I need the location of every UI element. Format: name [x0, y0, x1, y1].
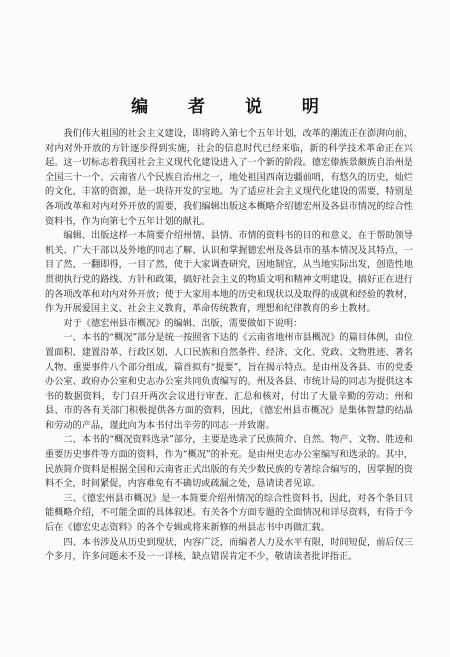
paragraph-7: 四、本书涉及从历史到现状，内容广泛，而编者人力及水平有限，时间短促，前后仅三个多月，许多问题未不及一一详核，缺点错误肯定不少，敬请读者批评指正。: [45, 536, 413, 563]
paragraph-1: 我们伟大祖国的社会主义建设，即将跨入第七个五年计划，改革的潮流正在澎湃向前，对内对外开放的方针逐步得到实施，社会的信息时代已经来临，新的科学技术革命正在兴起。这一切标志着我国社会主义现代化建设进入了一个新的阶段。德宏傣族景颇族自治州是全国三十一个、云南省八个民族自治州之一，地处祖国西南边疆前哨，有悠久的历史，灿烂的文化，丰富的资源，是一块待开发的宝地。为了适应社会主义现代化建设的需要，特别是各项改革和对内对外开放的需要，我们编辑出版这本概略介绍德宏州及各县市情况的综合性资料书，作为向第七个五年计划的献礼。: [45, 128, 413, 227]
paragraph-4: 一、本书的“概况”部分是统一按照省下达的《云南省地州市县概况》的篇目体例，由位置面积、建置沿革、行政区划、人口民族和自然条件、经济、文化、党政、文物胜迹、著名人物、重要事件八个部分组成，篇首拟有“提要”，旨在揭示特点。是由州及各县、市的党委办公室、政府办公室和史志办公室共同负责编写的。州及各县、市统计局的同志为提供这本书的数据资料，专门召开两次会议进行审查、汇总和核对，付出了大量辛勤的劳动；州和县、市的各有关部门积极提供各方面的资料，因此，《德宏州县市概况》是集体智慧的结晶和劳动的产品，谨此向为本书付出辛劳的同志一并致谢。: [45, 332, 413, 431]
document-body: [45, 127, 413, 565]
paragraph-5: 二、本书的“概况资料选录”部分，主要是选录了民族简介、自然、物产、文物、胜迹和重要历史事件等方面的资料，作为“概况”的补充。是由州史志办公室编写和选录的。其中，民族简介资料是根据全国和云南省正式出版的有关少数民族的专著综合编写的，因掌握的资料不全，时间紧促，内容难免有不确切或疏漏之处，恳请读者见谅。: [45, 434, 413, 490]
paragraph-3: 对于《德宏州县市概况》的编辑、出版，需要做如下说明：: [63, 317, 303, 329]
paragraph-2: 编辑、出版这样一本简要介绍州情、县情、市情的资料书的目的和意义，在于帮助领导机关、广大干部以及外地的同志了解、认识和掌握德宏州及各县市的基本情况及其特点，一目了然，一翻即得，一目了然，使于大家调查研究，因地制宜，从当地实际出发，创造性地贯彻执行党的路线、方针和政策，搞好社会主义的物质文明和精神文明建设，搞好正在进行的各项改革和对内对外开放；使于大家用本地的历史和现状以及取得的成就和经验的教材，作为开展爱国主义、社会主义教育，革命传统教育，理想和纪律教育的乡土教材。: [45, 230, 413, 315]
paragraph-6: 三、《德宏州县市概况》是一本简要介绍州情况的综合性资料书，因此，对各个条目只能概略介绍，不可能全面的具体叙述。有关各个方面专题的全面情况和详尽资料，有待于今后在《德宏史志资料》的各个专辑或将来新修的州县志书中再做汇载。: [45, 492, 413, 534]
page-title: 编 者 说 明: [131, 97, 336, 117]
